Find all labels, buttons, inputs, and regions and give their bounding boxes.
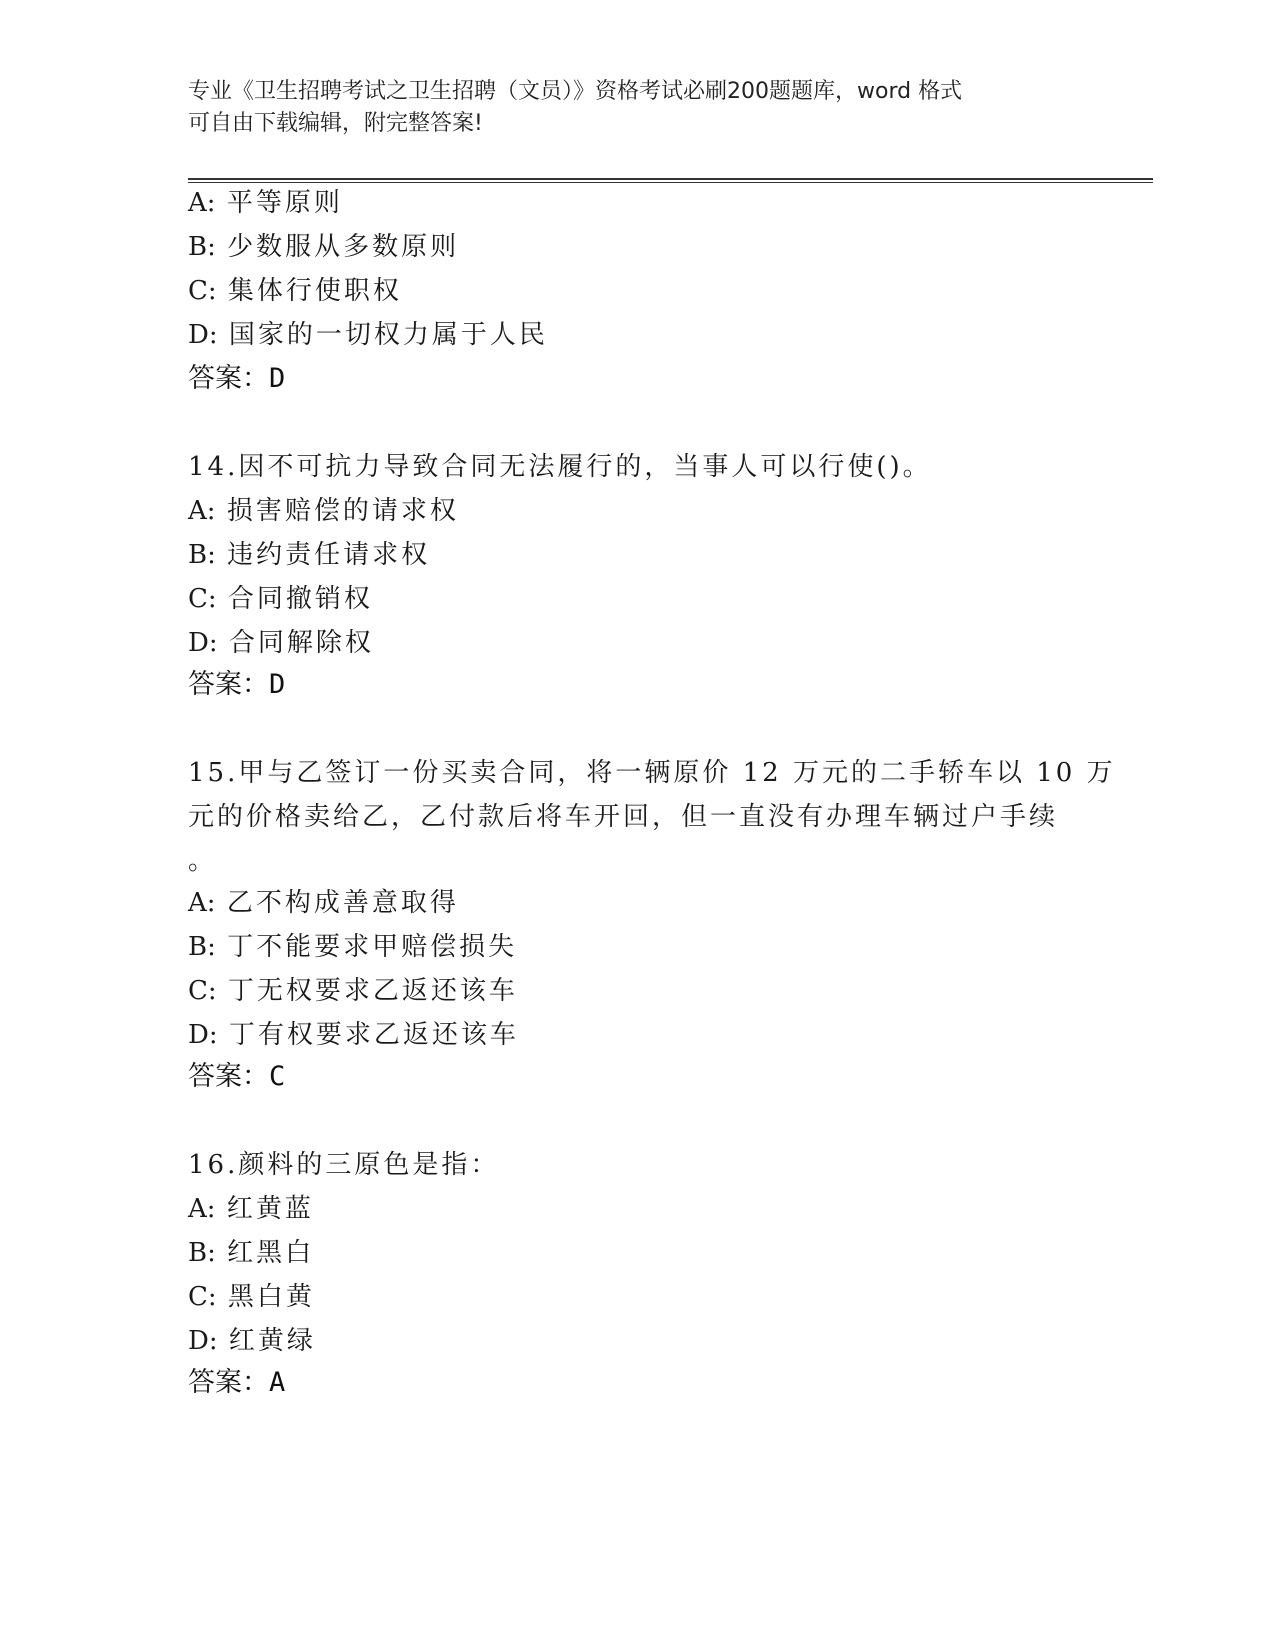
q14-option-d: D: 合同解除权 — [188, 628, 374, 658]
q16-option-a: A: 红黄蓝 — [188, 1194, 314, 1224]
q15-answer: 答案：C — [188, 1061, 286, 1092]
q13-option-c: C: 集体行使职权 — [188, 276, 402, 306]
q13-option-b: B: 少数服从多数原则 — [188, 232, 460, 262]
q14-option-a: A: 损害赔偿的请求权 — [188, 496, 459, 526]
q16-stem: 16.颜料的三原色是指： — [188, 1150, 500, 1180]
q14-stem: 14.因不可抗力导致合同无法履行的，当事人可以行使()。 — [188, 452, 932, 482]
q15-option-d: D: 丁有权要求乙返还该车 — [188, 1020, 519, 1050]
q13-option-a: A: 平等原则 — [188, 188, 343, 218]
q16-option-b: B: 红黑白 — [188, 1238, 315, 1268]
q15-option-b: B: 丁不能要求甲赔偿损失 — [188, 932, 518, 962]
q15-option-a: A: 乙不构成善意取得 — [188, 888, 459, 918]
page-header — [188, 76, 1088, 140]
q14-answer: 答案：D — [188, 669, 286, 700]
q13-option-d: D: 国家的一切权力属于人民 — [188, 320, 548, 350]
q16-option-d: D: 红黄绿 — [188, 1326, 316, 1356]
header-divider — [188, 178, 1153, 183]
q13-answer: 答案：D — [188, 363, 286, 394]
q15-stem-line-1: 15.甲与乙签订一份买卖合同，将一辆原价 12 万元的二手轿车以 10 万 — [188, 758, 1116, 788]
q16-option-c: C: 黑白黄 — [188, 1282, 315, 1312]
q15-stem-line-3: 。 — [188, 846, 218, 876]
header-line-1: 专业《卫生招聘考试之卫生招聘（文员）》资格考试必刷200题题库，word 格式 — [188, 79, 963, 104]
q15-option-c: C: 丁无权要求乙返还该车 — [188, 976, 518, 1006]
q14-option-b: B: 违约责任请求权 — [188, 540, 431, 570]
q14-option-c: C: 合同撤销权 — [188, 584, 373, 614]
q15-stem-line-2: 元的价格卖给乙，乙付款后将车开回，但一直没有办理车辆过户手续 — [188, 802, 1059, 832]
header-line-2: 可自由下载编辑，附完整答案! — [188, 111, 483, 136]
q16-answer: 答案：A — [188, 1367, 286, 1398]
